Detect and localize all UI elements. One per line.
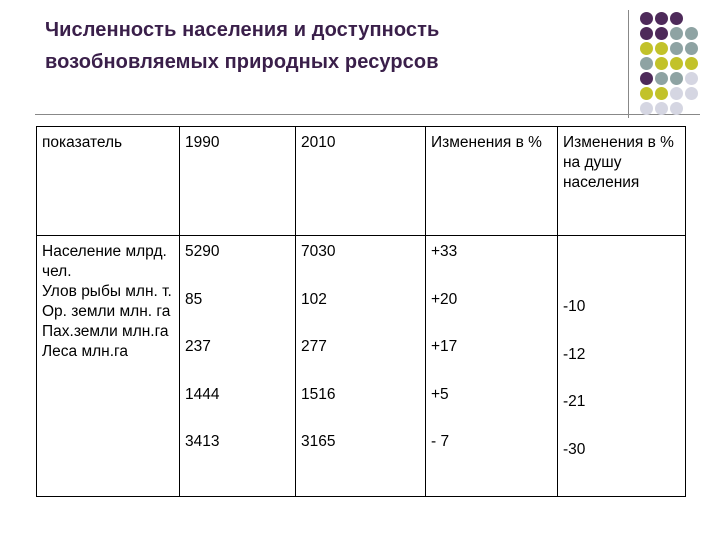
per-capita-population: [563, 242, 680, 270]
decor-dot: [685, 72, 698, 85]
decor-dot: [670, 42, 683, 55]
header-2010: 2010: [296, 127, 426, 236]
slide-title: Численность населения и доступность возобновляемых природных ресурсов: [45, 19, 440, 73]
indicator-fish: Улов рыбы млн. т.: [42, 283, 172, 300]
value-1990-arable: 1444: [185, 385, 220, 403]
decor-dot: [670, 102, 683, 115]
per-capita-forest: -30: [563, 440, 586, 458]
decor-dot: [640, 102, 653, 115]
population-resources-table: [36, 126, 686, 497]
decor-dot: [655, 57, 668, 70]
decor-dot: [670, 87, 683, 100]
per-capita-irrigated: -12: [563, 345, 586, 363]
header-1990: 1990: [180, 127, 296, 236]
decor-dot: [640, 12, 653, 25]
decor-dot: [655, 72, 668, 85]
decor-dot: [670, 12, 683, 25]
change-irrigated: +17: [431, 338, 458, 355]
change-arable: +5: [431, 385, 449, 403]
value-1990-population: 5290: [185, 243, 220, 260]
value-1990-forest: 3413: [185, 433, 220, 450]
decor-dot: [655, 27, 668, 40]
decor-horizontal-line: [35, 114, 700, 115]
column-change: [426, 236, 558, 497]
change-forest: - 7: [431, 433, 450, 450]
decor-dot: [685, 87, 698, 100]
indicator-population: Население млрд. чел.: [42, 243, 167, 280]
decor-dot: [655, 42, 668, 55]
table-body-row: [37, 236, 686, 497]
value-1990-irrigated: 237: [185, 338, 211, 355]
decor-dot: [685, 42, 698, 55]
change-population: +33: [431, 243, 458, 260]
decor-dot: [640, 87, 653, 100]
decor-dot: [670, 27, 683, 40]
per-capita-fish: -10: [563, 298, 586, 315]
indicator-irrigated: Ор. земли млн. га: [42, 303, 171, 320]
per-capita-arable: -21: [563, 393, 586, 410]
decor-dot: [685, 27, 698, 40]
indicator-forest: Леса млн.га: [42, 343, 128, 360]
column-2010: [296, 236, 426, 497]
value-2010-arable: 1516: [301, 385, 336, 403]
decor-dot: [670, 57, 683, 70]
column-1990: [180, 236, 296, 497]
change-fish: +20: [431, 290, 458, 308]
decor-dot: [655, 87, 668, 100]
column-per-capita: [558, 236, 686, 497]
decor-dot: [685, 57, 698, 70]
decor-dot: [670, 72, 683, 85]
value-1990-fish: 85: [185, 290, 203, 308]
value-2010-irrigated: 277: [301, 338, 327, 355]
decor-dot: [640, 42, 653, 55]
indicator-column: [37, 236, 180, 497]
table-header-row: [37, 127, 686, 236]
decor-dot: [655, 12, 668, 25]
indicator-arable: Пах.земли млн.га: [42, 323, 169, 340]
decor-vertical-line: [628, 10, 629, 118]
header-change: Изменения в %: [426, 127, 558, 236]
decor-dot: [655, 102, 668, 115]
header-indicator: показатель: [37, 127, 180, 236]
value-2010-forest: 3165: [301, 433, 336, 450]
decor-dot: [640, 27, 653, 40]
decor-dot: [640, 57, 653, 70]
value-2010-fish: 102: [301, 290, 327, 308]
value-2010-population: 7030: [301, 243, 336, 260]
decor-dot: [640, 72, 653, 85]
header-per-capita: Изменения в % на душу населения: [558, 127, 686, 236]
